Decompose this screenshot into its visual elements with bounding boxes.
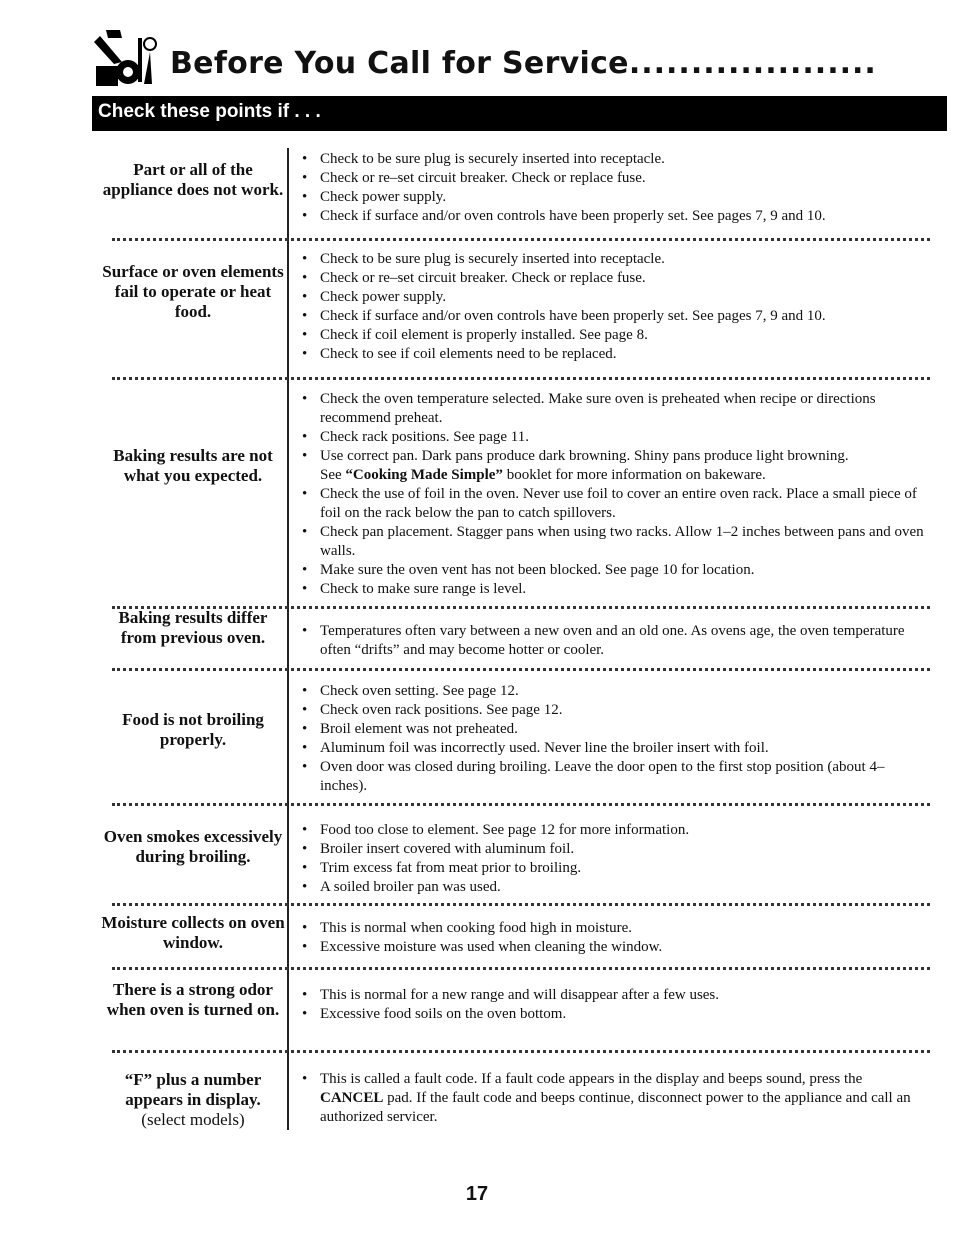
row-separator	[112, 803, 930, 806]
check-list	[298, 1070, 928, 1127]
row-separator	[112, 1050, 930, 1053]
problem-note: (select models)	[141, 1110, 245, 1129]
page-title-text: Before You Call for Service	[170, 46, 629, 81]
check-item: • Check if surface and/or oven controls have been properly set. See pages 7, 9 and 10.	[298, 307, 928, 326]
problem-text: Baking results differ from previous oven.	[118, 608, 268, 647]
check-item: • Check power supply.	[298, 288, 928, 307]
section-banner-text: Check these points if . . .	[98, 101, 321, 122]
problem-text: Baking results are not what you expected.	[113, 446, 273, 485]
row-separator	[112, 967, 930, 970]
check-list	[298, 682, 928, 796]
title-leader-dots: ....................	[628, 46, 877, 81]
check-item: • Broil element was not preheated.	[298, 720, 928, 739]
check-item: • Check power supply.	[298, 188, 928, 207]
problem-text: Moisture collects on oven window.	[101, 913, 285, 952]
check-item: • This is normal for a new range and will disappear after a few uses.	[298, 986, 928, 1005]
check-item: • Excessive moisture was used when cleaning the window.	[298, 938, 928, 957]
check-item: • Temperatures often vary between a new oven and an old one. As ovens age, the oven temperature often “drifts” and may become hotter or cooler.	[298, 622, 928, 660]
row-separator	[112, 377, 930, 380]
check-item: • Check oven rack positions. See page 12.	[298, 701, 928, 720]
problem-text: There is a strong odor when oven is turned on.	[106, 980, 280, 1019]
check-list	[298, 986, 928, 1024]
check-item: • This is normal when cooking food high in moisture.	[298, 919, 928, 938]
check-item: • Check the use of foil in the oven. Never use foil to cover an entire oven rack. Place a small piece of foil on the rack below the pan to catch spillovers.	[298, 485, 928, 523]
check-list	[298, 250, 928, 364]
check-list	[298, 919, 928, 957]
check-list	[298, 821, 928, 897]
check-item: • Check to make sure range is level.	[298, 580, 928, 599]
repair-person-icon	[92, 28, 172, 90]
check-item: • Check to be sure plug is securely inserted into receptacle.	[298, 150, 928, 169]
check-item: • Check pan placement. Stagger pans when using two racks. Allow 1–2 inches between pans and oven walls.	[298, 523, 928, 561]
problem-text: Surface or oven elements fail to operate or heat food.	[102, 262, 284, 321]
check-item: • Check or re–set circuit breaker. Check or replace fuse.	[298, 269, 928, 288]
check-item: • Excessive food soils on the oven bottom.	[298, 1005, 928, 1024]
check-item: • Broiler insert covered with aluminum foil.	[298, 840, 928, 859]
check-item: • Food too close to element. See page 12 for more information.	[298, 821, 928, 840]
problem-text: Part or all of the appliance does not work.	[102, 160, 284, 199]
row-separator	[112, 903, 930, 906]
cancel-pad-label: CANCEL	[320, 1090, 384, 1106]
problem-text: Oven smokes excessively during broiling.	[103, 827, 283, 866]
check-list	[298, 390, 928, 599]
check-item	[298, 1070, 928, 1127]
check-item: • Check oven setting. See page 12.	[298, 682, 928, 701]
booklet-title: “Cooking Made Simple”	[345, 467, 503, 483]
see-suffix: booklet for more information on bakeware.	[502, 467, 766, 483]
row-separator	[112, 238, 930, 241]
check-item: • Check to be sure plug is securely inserted into receptacle.	[298, 250, 928, 269]
check-item	[298, 447, 928, 485]
check-item: • Trim excess fat from meat prior to broiling.	[298, 859, 928, 878]
column-divider	[287, 148, 289, 1130]
check-list	[298, 150, 928, 226]
check-item: • Check if surface and/or oven controls have been properly set. See pages 7, 9 and 10.	[298, 207, 928, 226]
section-banner	[92, 96, 947, 131]
check-list	[298, 622, 928, 660]
page-title	[170, 46, 877, 81]
check-item: • Check the oven temperature selected. Make sure oven is preheated when recipe or directions recommend preheat.	[298, 390, 928, 428]
check-item: • Check rack positions. See page 11.	[298, 428, 928, 447]
page-header	[92, 28, 952, 92]
check-item: • Oven door was closed during broiling. Leave the door open to the first stop position (about 4–inches).	[298, 758, 928, 796]
check-item: • A soiled broiler pan was used.	[298, 878, 928, 897]
problem-text: “F” plus a number appears in display.	[124, 1070, 262, 1109]
check-item-prefix: This is called a fault code. If a fault code appears in the display and beeps sound, press the	[320, 1071, 863, 1087]
check-item-text: Use correct pan. Dark pans produce dark browning. Shiny pans produce light browning.	[320, 448, 849, 464]
check-item: • Check or re–set circuit breaker. Check or replace fuse.	[298, 169, 928, 188]
check-item: • Check if coil element is properly installed. See page 8.	[298, 326, 928, 345]
see-prefix: See	[320, 467, 346, 483]
problem-text: Food is not broiling properly.	[122, 710, 264, 749]
page-number: 17	[465, 1183, 489, 1205]
row-separator	[112, 668, 930, 671]
check-item-suffix: pad. If the fault code and beeps continue, disconnect power to the appliance and call an authorized servicer.	[320, 1090, 911, 1125]
check-item: • Make sure the oven vent has not been blocked. See page 10 for location.	[298, 561, 928, 580]
check-item: • Check to see if coil elements need to be replaced.	[298, 345, 928, 364]
problem-cell	[100, 1070, 286, 1130]
check-item: • Aluminum foil was incorrectly used. Never line the broiler insert with foil.	[298, 739, 928, 758]
